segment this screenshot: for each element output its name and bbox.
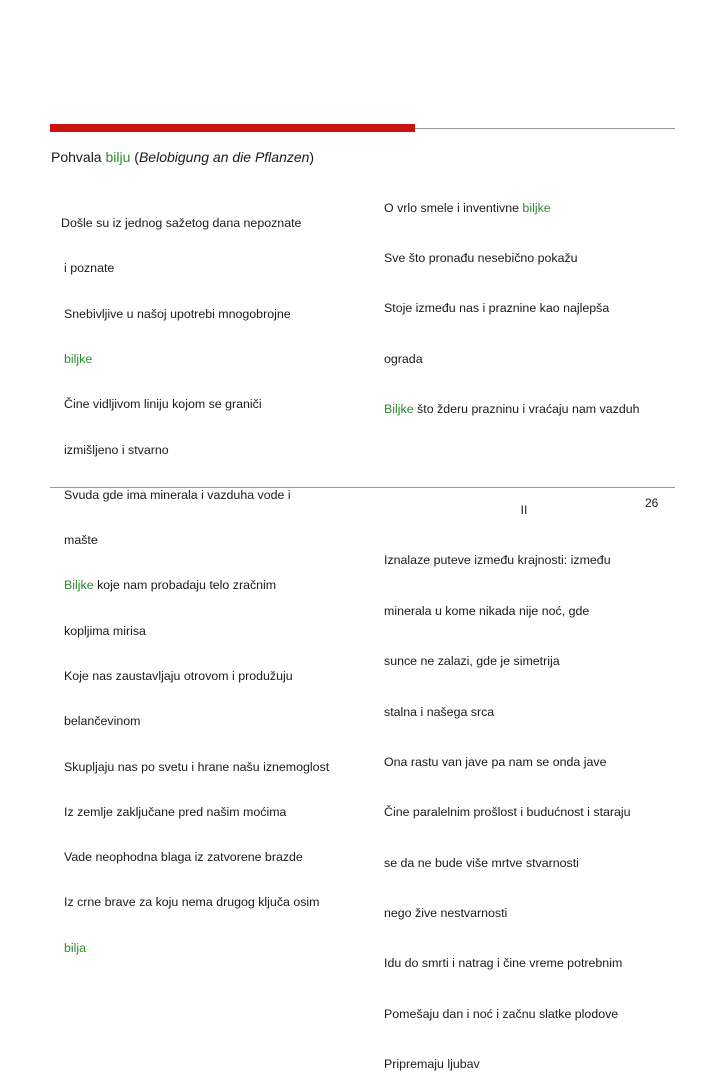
right-poem-column (384, 166, 664, 1080)
title-prefix: Pohvala (51, 149, 102, 165)
left-line: biljke (64, 352, 93, 367)
left-line: Iz crne brave za koju nema drugog ključa osim (64, 895, 320, 910)
right-line (384, 200, 664, 217)
right-line (384, 401, 664, 418)
left-line: Skupljaju nas po svetu i hrane našu iznemoglost (64, 759, 330, 774)
red-accent-bar (50, 124, 415, 132)
left-line: Svuda gde ima minerala i vazduha vode i (64, 487, 291, 502)
right-green-word: biljke (522, 200, 551, 215)
right-line: stalna i našega srca (384, 704, 495, 719)
bottom-divider (50, 487, 675, 488)
title-german: Belobigung an die Pflanzen (138, 149, 310, 165)
left-line (64, 578, 329, 593)
blank-line (384, 452, 664, 469)
left-line: Iz zemlje zaključane pred našim moćima (64, 804, 287, 819)
left-line: izmišljeno i stvarno (64, 442, 169, 457)
right-line-text: što žderu prazninu i vraćaju nam vazduh (413, 402, 640, 417)
left-line: Snebivljive u našoj upotrebi mnogobrojne (64, 306, 291, 321)
left-line: belančevinom (64, 714, 141, 729)
right-line: Pripremaju ljubav (384, 1057, 480, 1072)
right-line: Idu do smrti i natrag i čine vreme potrebnim (384, 956, 623, 971)
right-line: Stoje između nas i praznine kao najlepša (384, 301, 610, 316)
right-line: minerala u kome nikada nije noć, gde (384, 603, 590, 618)
right-line: Iznalaze puteve između krajnosti: između (384, 553, 611, 568)
left-line: i poznate (64, 261, 115, 276)
right-line: ograda (384, 351, 423, 366)
title-open-paren: ( (130, 149, 139, 165)
right-line: Čine paralelnim prošlost i budućnost i staraju (384, 805, 631, 820)
left-green-word: Biljke (64, 578, 94, 593)
left-line: kopljima mirisa (64, 623, 146, 638)
right-line: Pomešaju dan i noć i začnu slatke plodove (384, 1006, 619, 1021)
right-line: nego žive nestvarnosti (384, 906, 508, 921)
top-divider (415, 128, 675, 129)
title-green-word: bilju (105, 149, 131, 165)
left-line: bilja (64, 940, 87, 955)
right-line: se da ne bude više mrtve stvarnosti (384, 855, 579, 870)
left-line-rest: koje nam probadaju telo zračnim (97, 578, 277, 593)
right-line-text: O vrlo smele i inventivne (384, 200, 523, 215)
left-line: Došle su iz jednog sažetog dana nepoznate (61, 216, 302, 231)
title-close-paren: ) (309, 149, 315, 165)
right-green-word: Biljke (384, 402, 414, 417)
left-line: Čine vidljivom liniju kojom se graniči (64, 397, 262, 412)
right-line: Ona rastu van jave pa nam se onda jave (384, 754, 607, 769)
left-line: Koje nas zaustavljaju otrovom i produžuju (64, 669, 293, 683)
page-number: 26 (645, 496, 659, 510)
left-line: Vade neophodna blaga iz zatvorene brazde (64, 850, 303, 865)
poem-title (51, 149, 314, 165)
right-line: Sve što pronađu nesebično pokažu (384, 250, 578, 265)
left-line: mašte (64, 533, 98, 548)
left-poem-column (61, 186, 330, 971)
right-line: sunce ne zalazi, gde je simetrija (384, 654, 560, 669)
section-numeral: II (520, 502, 528, 517)
